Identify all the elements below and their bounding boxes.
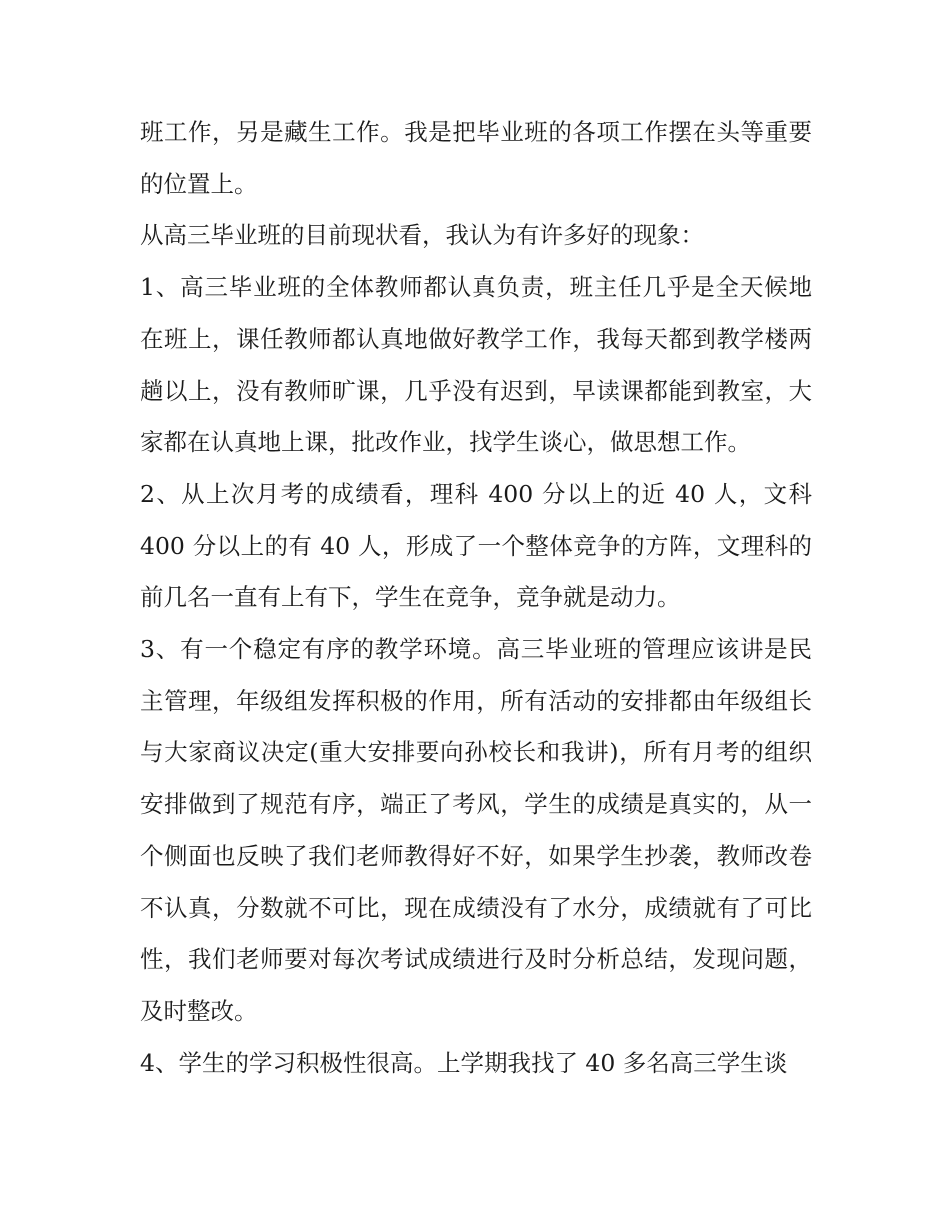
- paragraph: 1、高三毕业班的全体教师都认真负责，班主任几乎是全天候地在班上，课任教师都认真地做好教学工作，我每天都到教学楼两趟以上，没有教师旷课，几乎没有迟到，早读课都能到教室，大家都在认真地上课，批改作业，找学生谈心，做思想工作。: [140, 273, 812, 457]
- paragraph: 2、从上次月考的成绩看，理科 400 分以上的近 40 人，文科 400 分以上的有 40 人，形成了一个整体竞争的方阵，文理科的前几名一直有上有下，学生在竞争，竞争就是动力。: [140, 479, 812, 612]
- document-body: [140, 107, 812, 1089]
- paragraph: 从高三毕业班的目前现状看，我认为有许多好的现象：: [140, 221, 704, 250]
- paragraph: 3、有一个稳定有序的教学环境。高三毕业班的管理应该讲是民主管理，年级组发挥积极的作用，所有活动的安排都由年级组长与大家商议决定(重大安排要向孙校长和我讲)，所有月考的组织安排做到了规范有序，端正了考风，学生的成绩是真实的，从一个侧面也反映了我们老师教得好不好，如果学生抄袭，教师改卷不认真，分数就不可比，现在成绩没有了水分，成绩就有了可比性，我们老师要对每次考试成绩进行及时分析总结，发现问题，及时整改。: [140, 635, 812, 1025]
- paragraph: 班工作，另是藏生工作。我是把毕业班的各项工作摆在头等重要的位置上。: [140, 118, 812, 198]
- paragraph: 4、学生的学习积极性很高。上学期我找了 40 多名高三学生谈: [140, 1048, 788, 1077]
